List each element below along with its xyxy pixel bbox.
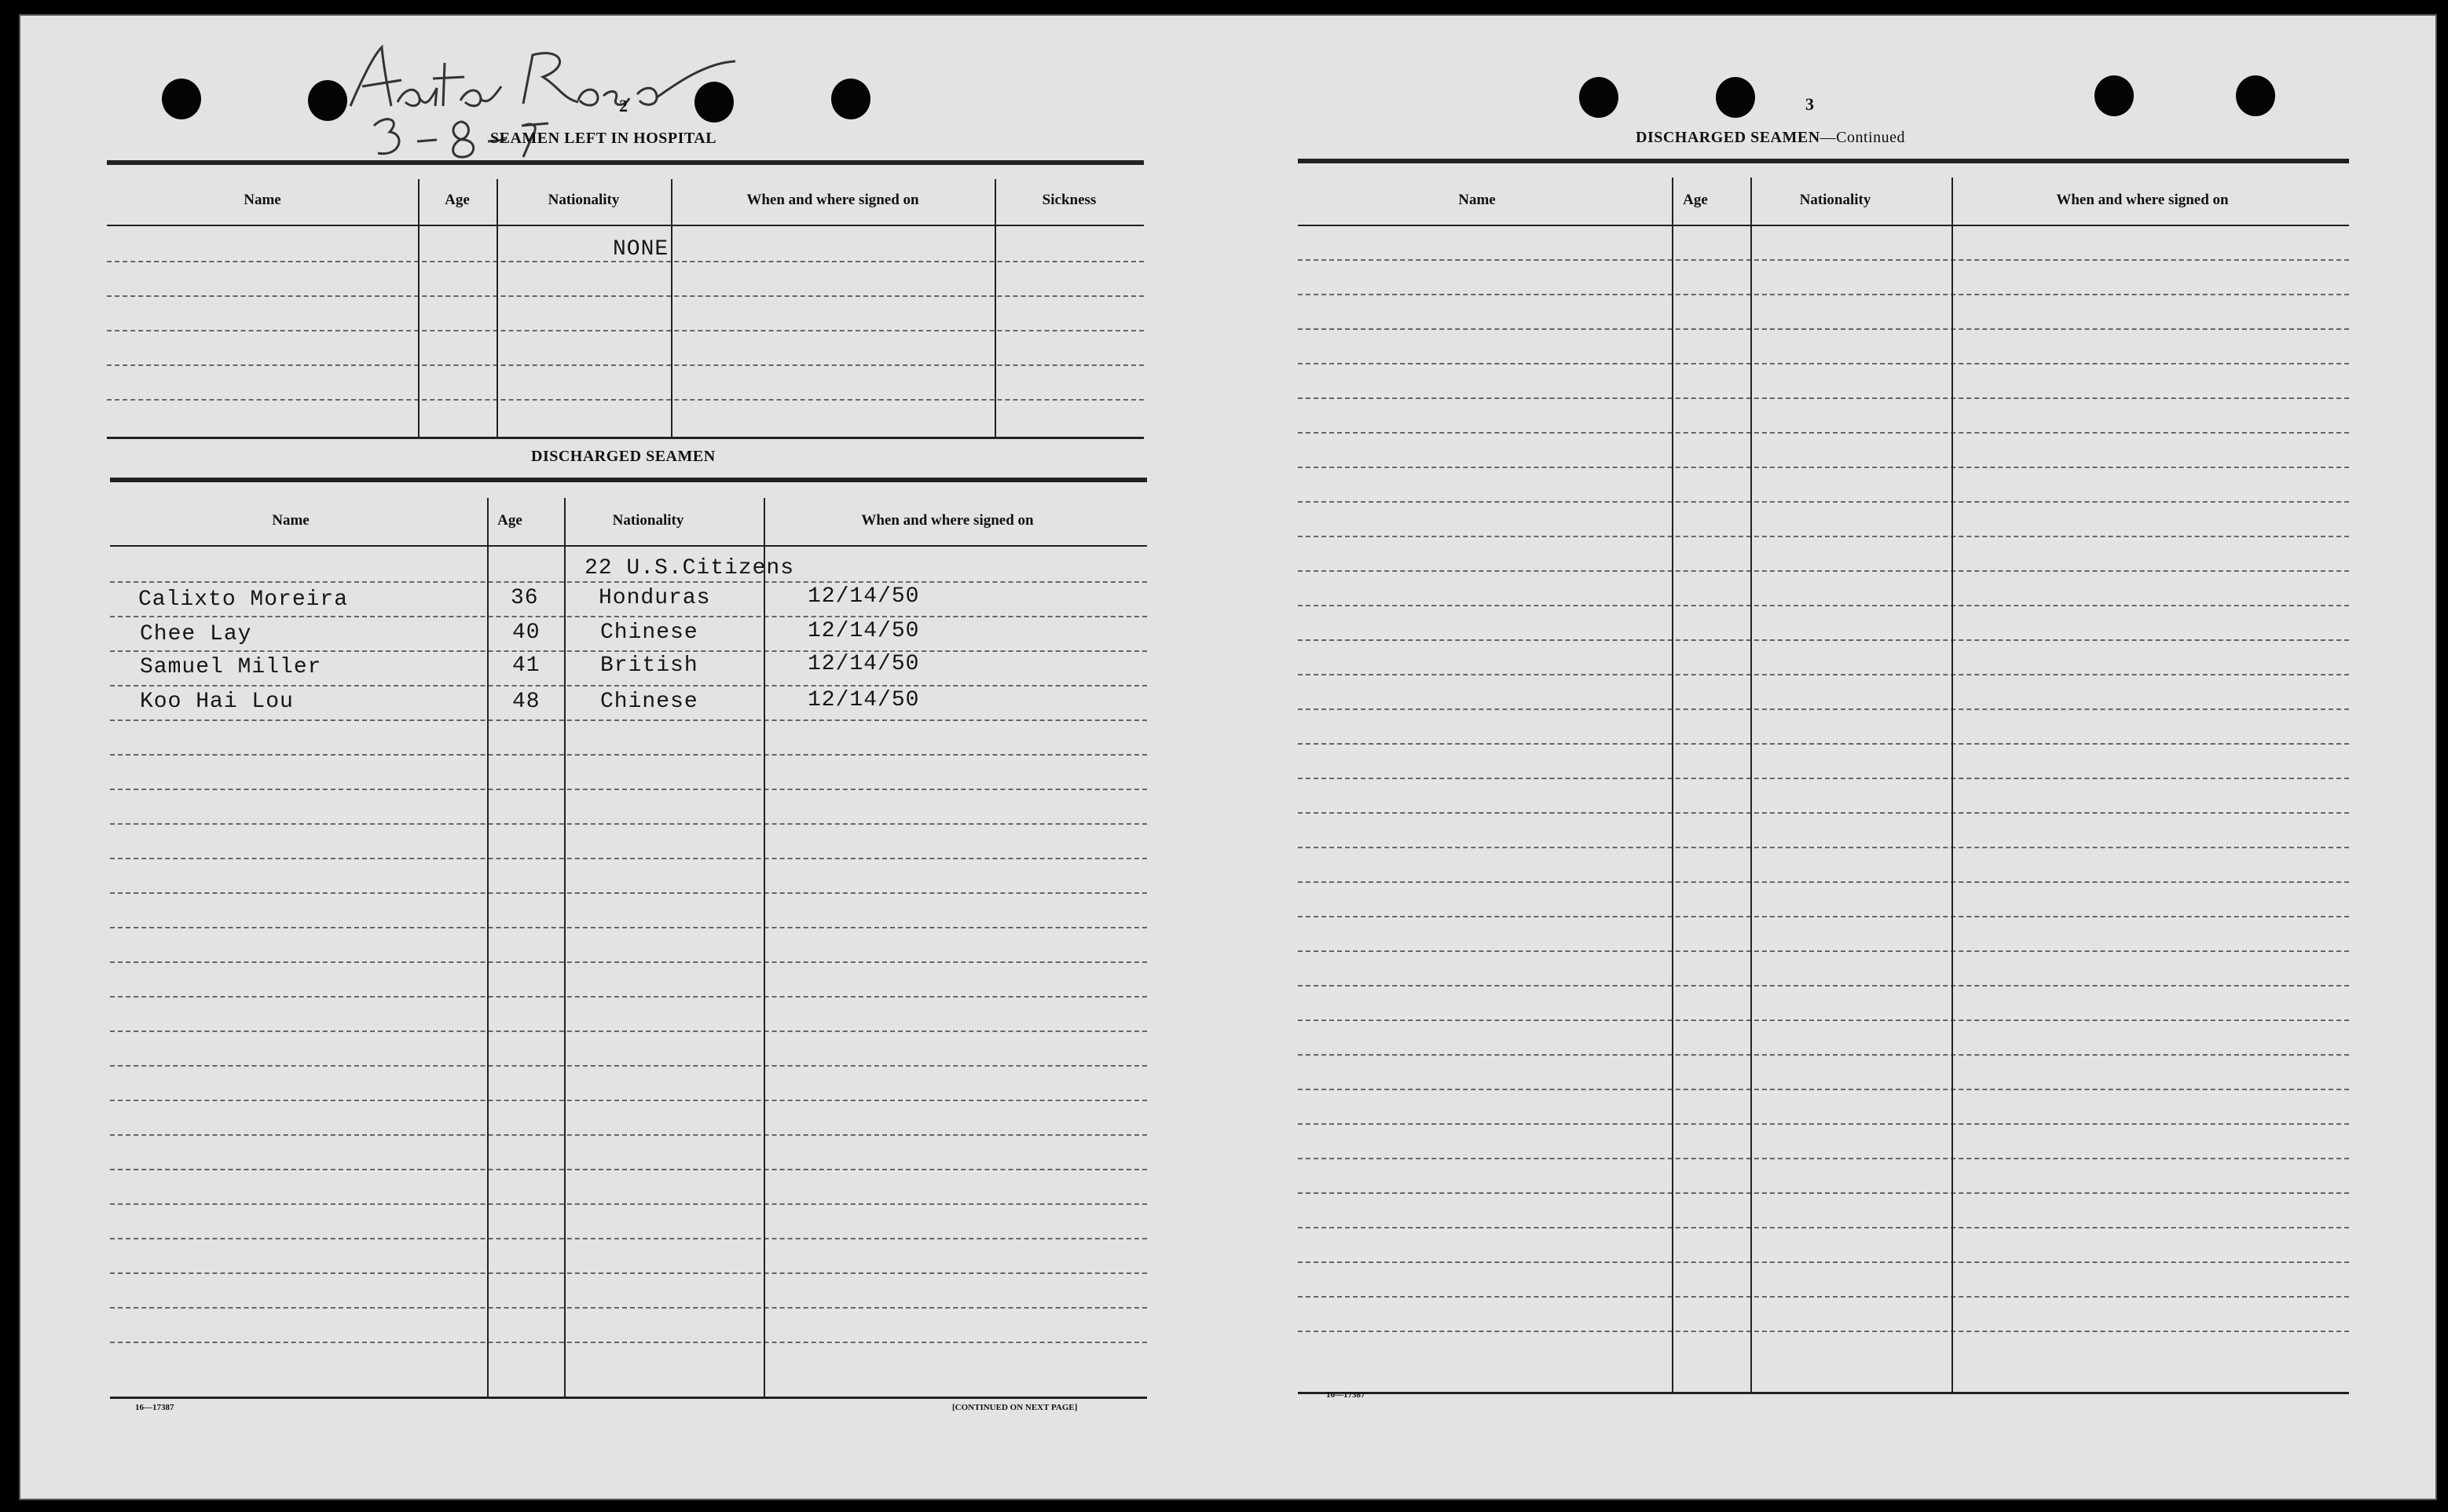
seaman-age: 41 — [512, 653, 541, 678]
seaman-name: Chee Lay — [140, 622, 252, 646]
seaman-name: Samuel Miller — [140, 655, 322, 679]
col-header-name: Name — [272, 512, 310, 529]
page-number: 3 — [1805, 94, 1814, 114]
seaman-nationality: Chinese — [600, 621, 698, 645]
form-number: 16—17387 — [135, 1403, 174, 1412]
citizens-note: 22 U.S.Citizens — [585, 556, 795, 580]
discharged-table — [110, 478, 1147, 1404]
binder-hole — [1579, 77, 1618, 118]
discharged-section-title: DISCHARGED SEAMEN — [531, 448, 716, 465]
col-header-age: Age — [497, 512, 522, 529]
col-header-nationality: Nationality — [1799, 192, 1871, 208]
seaman-name: Koo Hai Lou — [140, 690, 294, 714]
col-header-nationality: Nationality — [548, 192, 620, 208]
binder-hole — [1716, 77, 1755, 118]
seaman-signed-on: 12/14/50 — [808, 619, 920, 643]
hospital-section-title: SEAMEN LEFT IN HOSPITAL — [490, 130, 717, 147]
seaman-nationality: Honduras — [599, 586, 711, 610]
seaman-signed-on: 12/14/50 — [808, 688, 920, 712]
col-header-name: Name — [1458, 192, 1496, 208]
title-suffix: —Continued — [1820, 129, 1905, 146]
binder-hole — [831, 79, 870, 119]
title-main: DISCHARGED SEAMEN — [1636, 129, 1820, 146]
seaman-signed-on: 12/14/50 — [808, 584, 920, 609]
col-header-name: Name — [244, 192, 281, 208]
seaman-nationality: Chinese — [600, 690, 698, 714]
form-sheet — [19, 14, 2437, 1500]
col-header-age: Age — [1683, 192, 1708, 208]
continued-note: [CONTINUED ON NEXT PAGE] — [952, 1403, 1078, 1412]
col-header-sickness: Sickness — [1042, 192, 1097, 208]
discharged-continued-table — [1298, 159, 2349, 1400]
seaman-age: 36 — [511, 586, 539, 610]
col-header-signed-on: When and where signed on — [746, 192, 919, 208]
col-header-nationality: Nationality — [612, 512, 684, 529]
col-header-signed-on: When and where signed on — [2056, 192, 2229, 208]
binder-hole — [2094, 75, 2134, 116]
binder-hole — [2236, 75, 2275, 116]
discharged-continued-title — [1636, 129, 1905, 147]
seaman-nationality: British — [600, 653, 698, 678]
hospital-table — [107, 160, 1144, 443]
page-number: 2 — [619, 96, 628, 115]
form-number: 16—17387 — [1326, 1390, 1365, 1400]
handwritten-note — [327, 31, 767, 173]
seaman-age: 40 — [512, 621, 541, 645]
hospital-entry: NONE — [613, 237, 669, 262]
col-header-signed-on: When and where signed on — [861, 512, 1034, 529]
binder-hole — [162, 79, 201, 119]
col-header-age: Age — [445, 192, 470, 208]
seaman-name: Calixto Moreira — [138, 588, 349, 612]
seaman-age: 48 — [512, 690, 541, 714]
seaman-signed-on: 12/14/50 — [808, 652, 920, 676]
